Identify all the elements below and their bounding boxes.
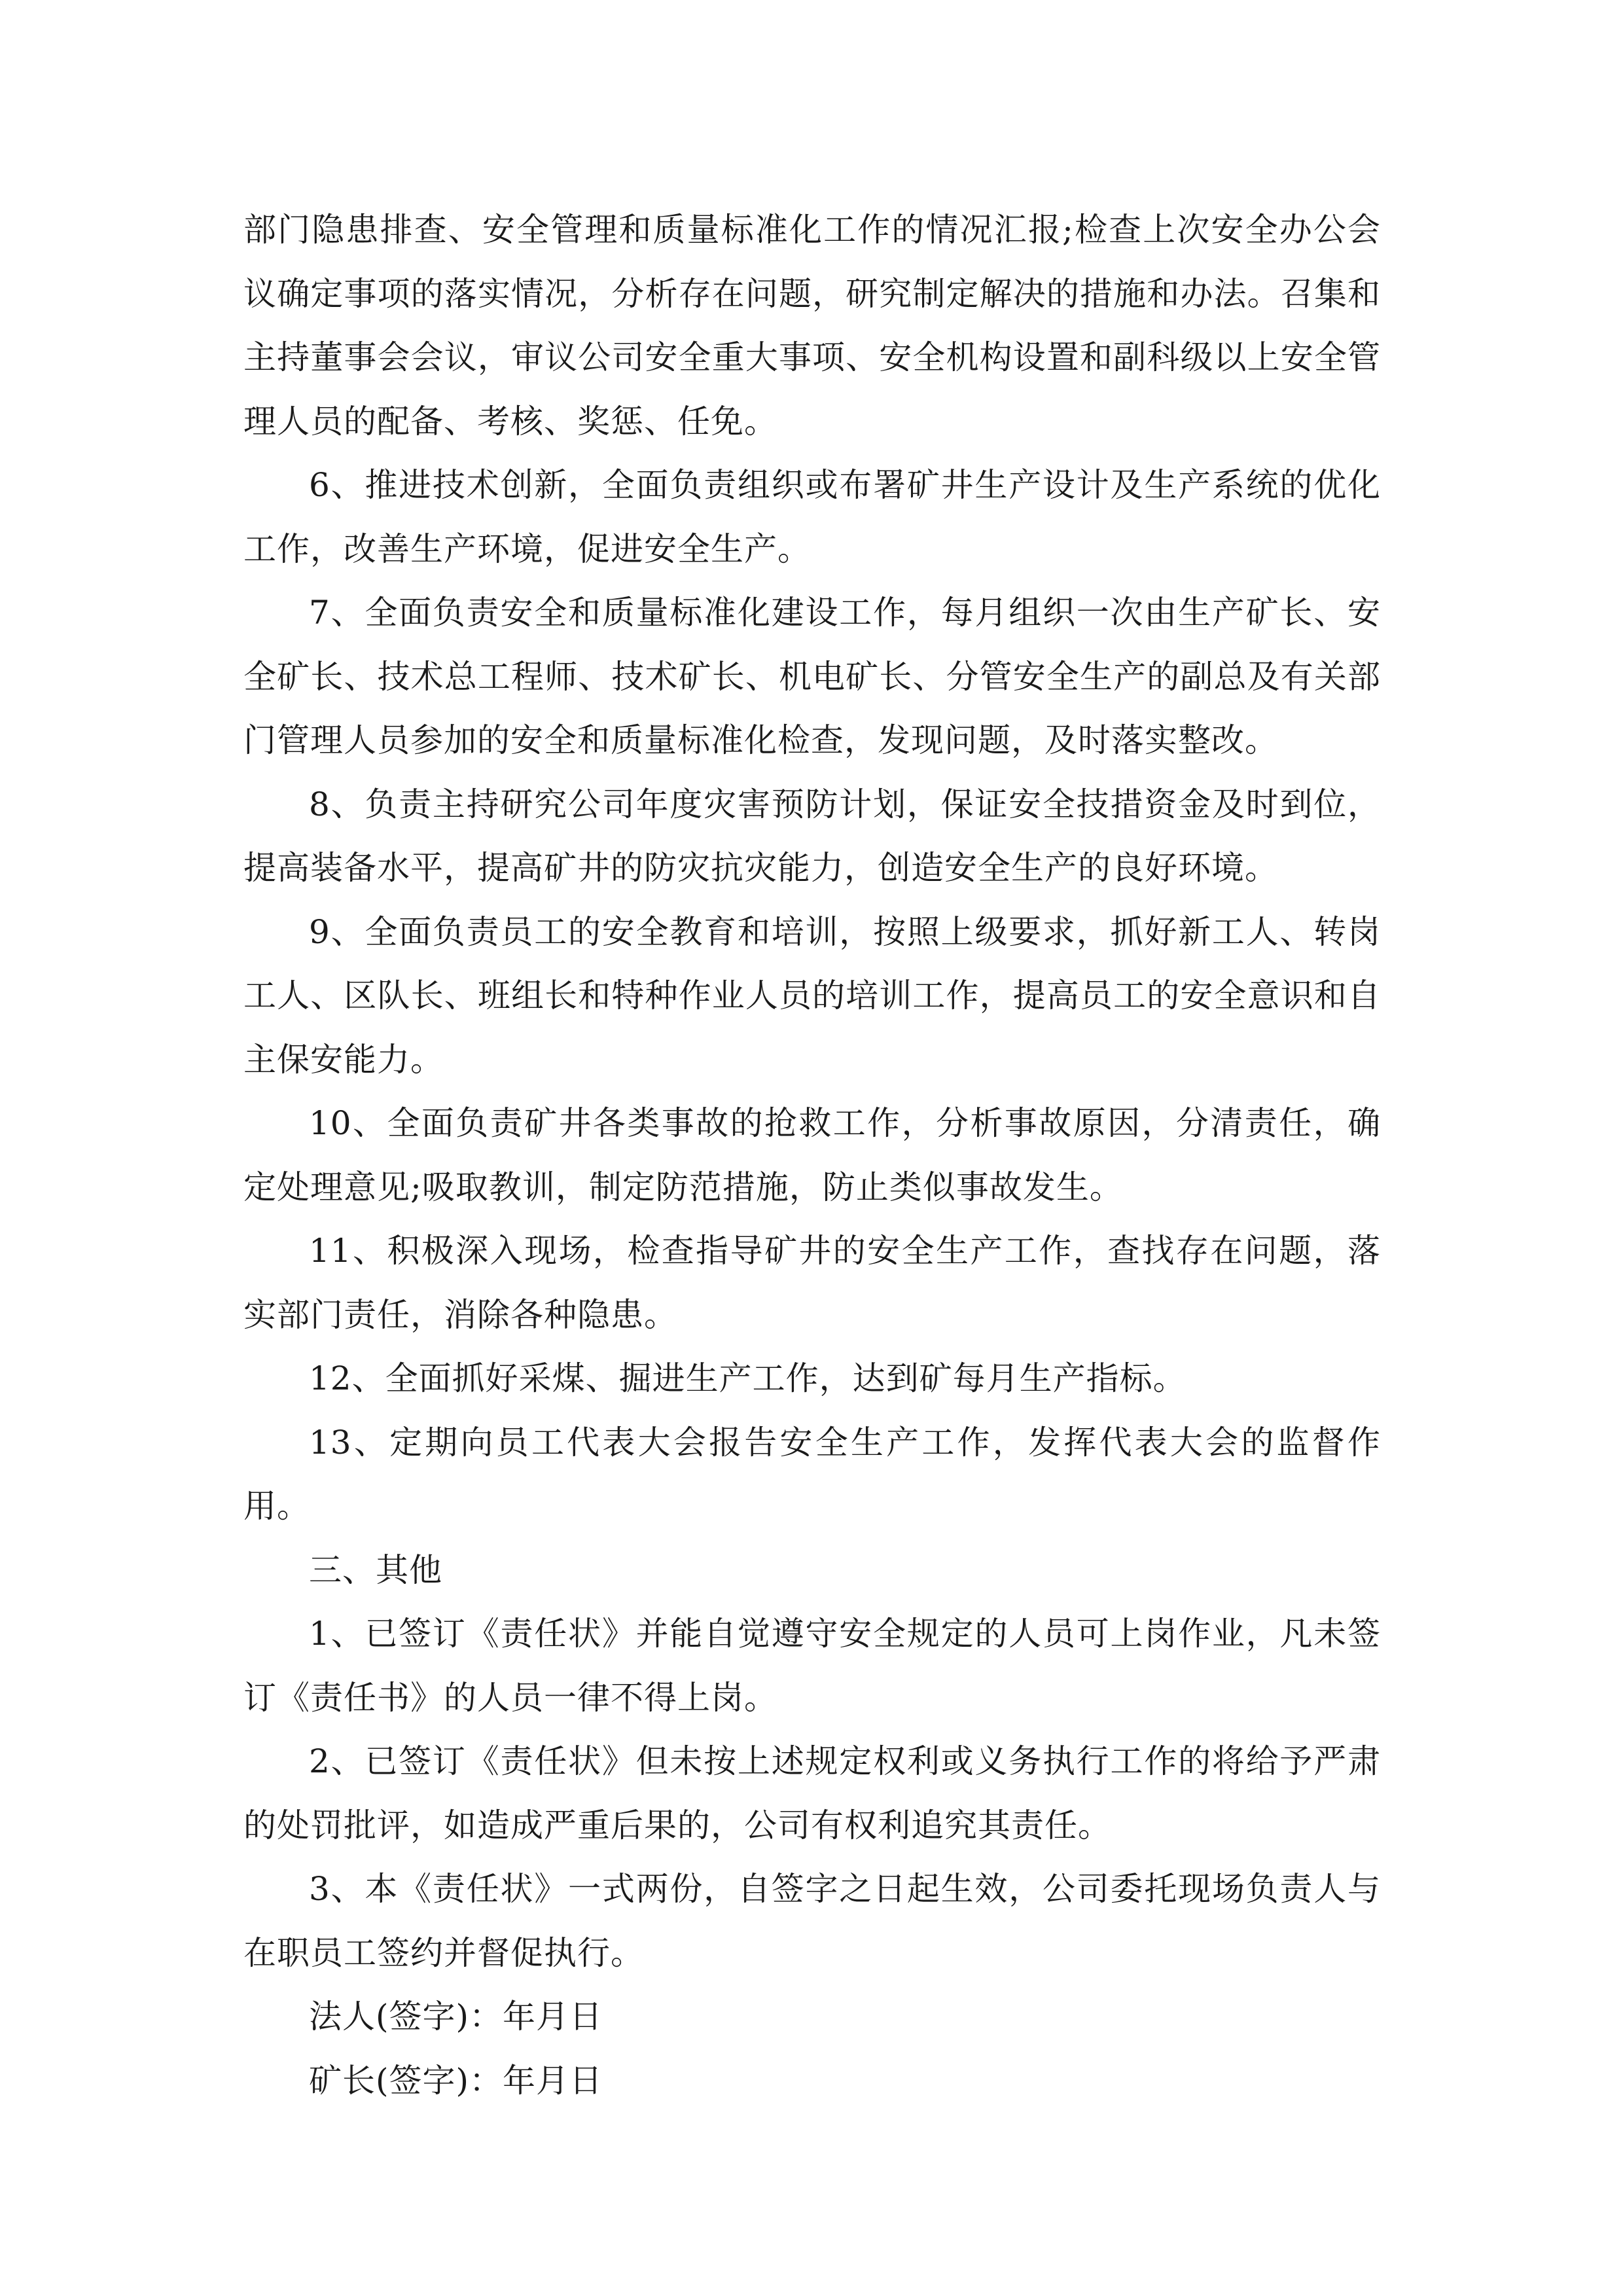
paragraph-other-2: 2、已签订《责任状》但未按上述规定权利或义务执行工作的将给予严肃的处罚批评，如造成严重后果的，公司有权利追究其责任。 bbox=[243, 1742, 1381, 1844]
paragraph-item-7: 7、全面负责安全和质量标准化建设工作，每月组织一次由生产矿长、安全矿长、技术总工程师、技术矿长、机电矿长、分管安全生产的副总及有关部门管理人员参加的安全和质量标准化检查，发现问题，及时落实整改。 bbox=[243, 594, 1381, 759]
paragraph-item-9: 9、全面负责员工的安全教育和培训，按照上级要求，抓好新工人、转岗工人、区队长、班组长和特种作业人员的培训工作，提高员工的安全意识和自主保安能力。 bbox=[243, 912, 1381, 1079]
paragraph-item-8: 8、负责主持研究公司年度灾害预防计划，保证安全技措资金及时到位，提高装备水平，提高矿井的防灾抗灾能力，创造安全生产的良好环境。 bbox=[243, 785, 1381, 887]
paragraph-item-6: 6、推进技术创新，全面负责组织或布署矿井生产设计及生产系统的优化工作，改善生产环境，促进安全生产。 bbox=[243, 466, 1381, 568]
paragraph-item-12: 12、全面抓好采煤、掘进生产工作，达到矿每月生产指标。 bbox=[309, 1359, 1186, 1397]
signature-legal-person: 法人(签字)：年月日 bbox=[309, 1998, 603, 2036]
document-body bbox=[243, 198, 1381, 2113]
paragraph-continued-meeting-duties: 部门隐患排查、安全管理和质量标准化工作的情况汇报;检查上次安全办公会议确定事项的落实情况，分析存在问题，研究制定解决的措施和办法。召集和主持董事会会议，审议公司安全重大事项、安全机构设置和副科级以上安全管理人员的配备、考核、奖惩、任免。 bbox=[243, 211, 1381, 440]
section-heading-other: 三、其他 bbox=[309, 1551, 442, 1589]
paragraph-item-10: 10、全面负责矿井各类事故的抢救工作，分析事故原因，分清责任，确定处理意见;吸取教训，制定防范措施，防止类似事故发生。 bbox=[243, 1104, 1381, 1206]
paragraph-item-13: 13、定期向员工代表大会报告安全生产工作，发挥代表大会的监督作用。 bbox=[243, 1423, 1381, 1525]
paragraph-item-11: 11、积极深入现场，检查指导矿井的安全生产工作，查找存在问题，落实部门责任，消除各种隐患。 bbox=[243, 1232, 1381, 1334]
signature-mine-director: 矿长(签字)：年月日 bbox=[309, 2061, 603, 2100]
paragraph-other-3: 3、本《责任状》一式两份，自签字之日起生效，公司委托现场负责人与在职员工签约并督促执行。 bbox=[243, 1870, 1381, 1972]
paragraph-other-1: 1、已签订《责任状》并能自觉遵守安全规定的人员可上岗作业，凡未签订《责任书》的人员一律不得上岗。 bbox=[243, 1615, 1381, 1717]
